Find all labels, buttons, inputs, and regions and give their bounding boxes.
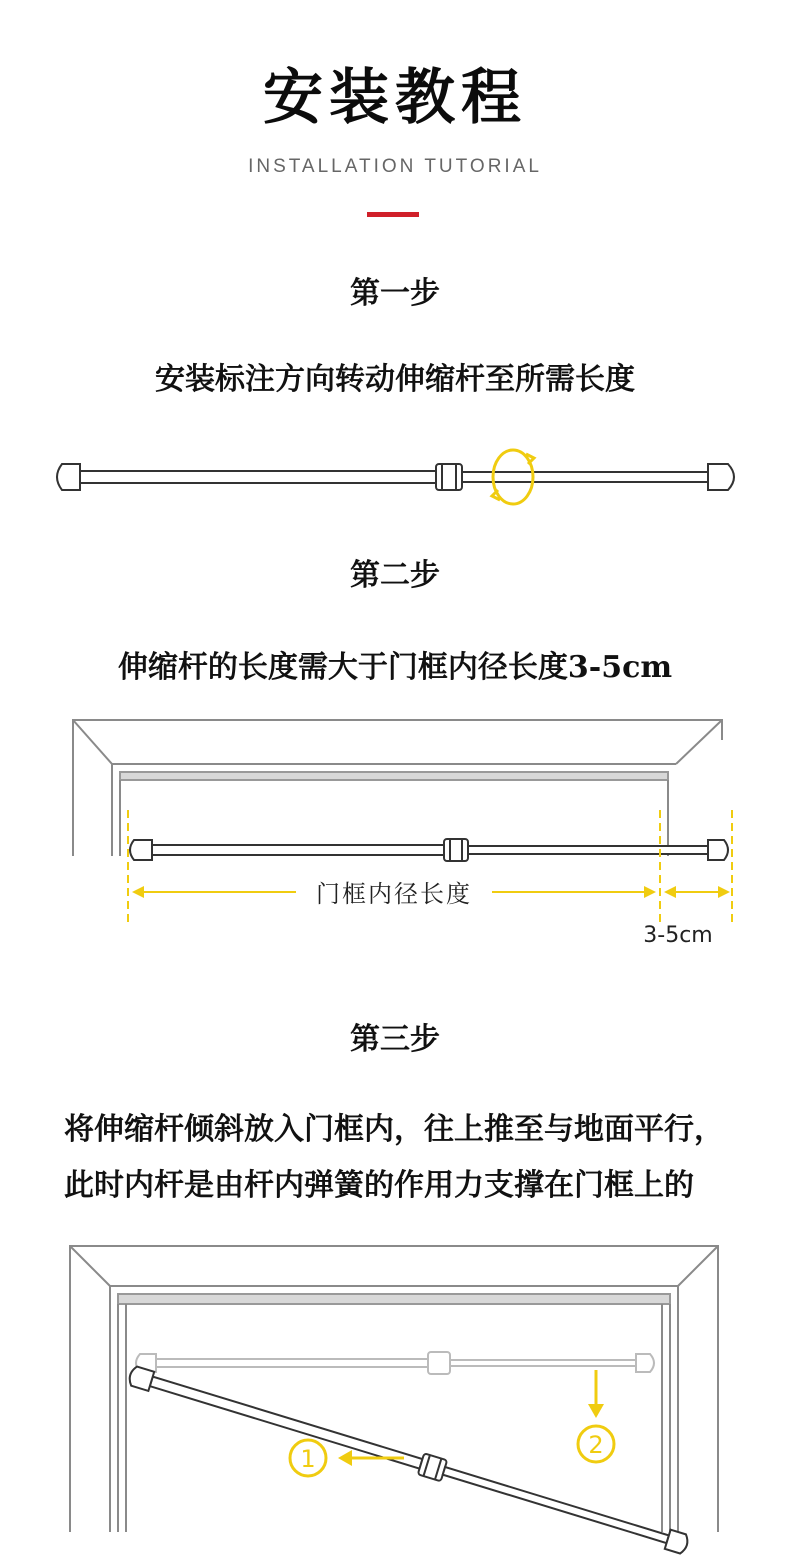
step3-install-diagram [0, 1240, 790, 1565]
step1-rod-diagram [0, 440, 790, 520]
step2-instruction: 伸缩杆的长度需大于门框内径长度3-5cm [117, 650, 673, 685]
step2-label: 第二步 [350, 558, 440, 593]
step1-instruction: 安装标注方向转动伸缩杆至所需长度 [155, 362, 635, 397]
rod-target-position [136, 1352, 654, 1374]
extra-length-label: 3-5cm [643, 923, 713, 948]
step-marker-1: 1 [300, 1445, 316, 1473]
step-marker-2: 2 [588, 1431, 604, 1459]
step1-label: 第一步 [350, 276, 440, 311]
measurement-guides [128, 810, 732, 926]
step3-instruction-line2: 此时内杆是由杆内弹簧的作用力支撑在门框上的 [64, 1168, 694, 1203]
rod-illustration [57, 464, 734, 490]
title-accent-bar [367, 212, 419, 217]
page-subtitle: INSTALLATION TUTORIAL [248, 156, 542, 177]
door-frame [73, 720, 722, 856]
step3-instruction-line1: 将伸缩杆倾斜放入门框内，往上推至与地面平行， [64, 1112, 724, 1147]
step-arrows [290, 1370, 614, 1476]
step2-frame-diagram [0, 700, 790, 960]
step3-label: 第三步 [350, 1022, 440, 1057]
inner-width-label: 门框内径长度 [316, 880, 472, 908]
page-title: 安装教程 [263, 63, 527, 133]
rod-illustration [130, 839, 728, 861]
